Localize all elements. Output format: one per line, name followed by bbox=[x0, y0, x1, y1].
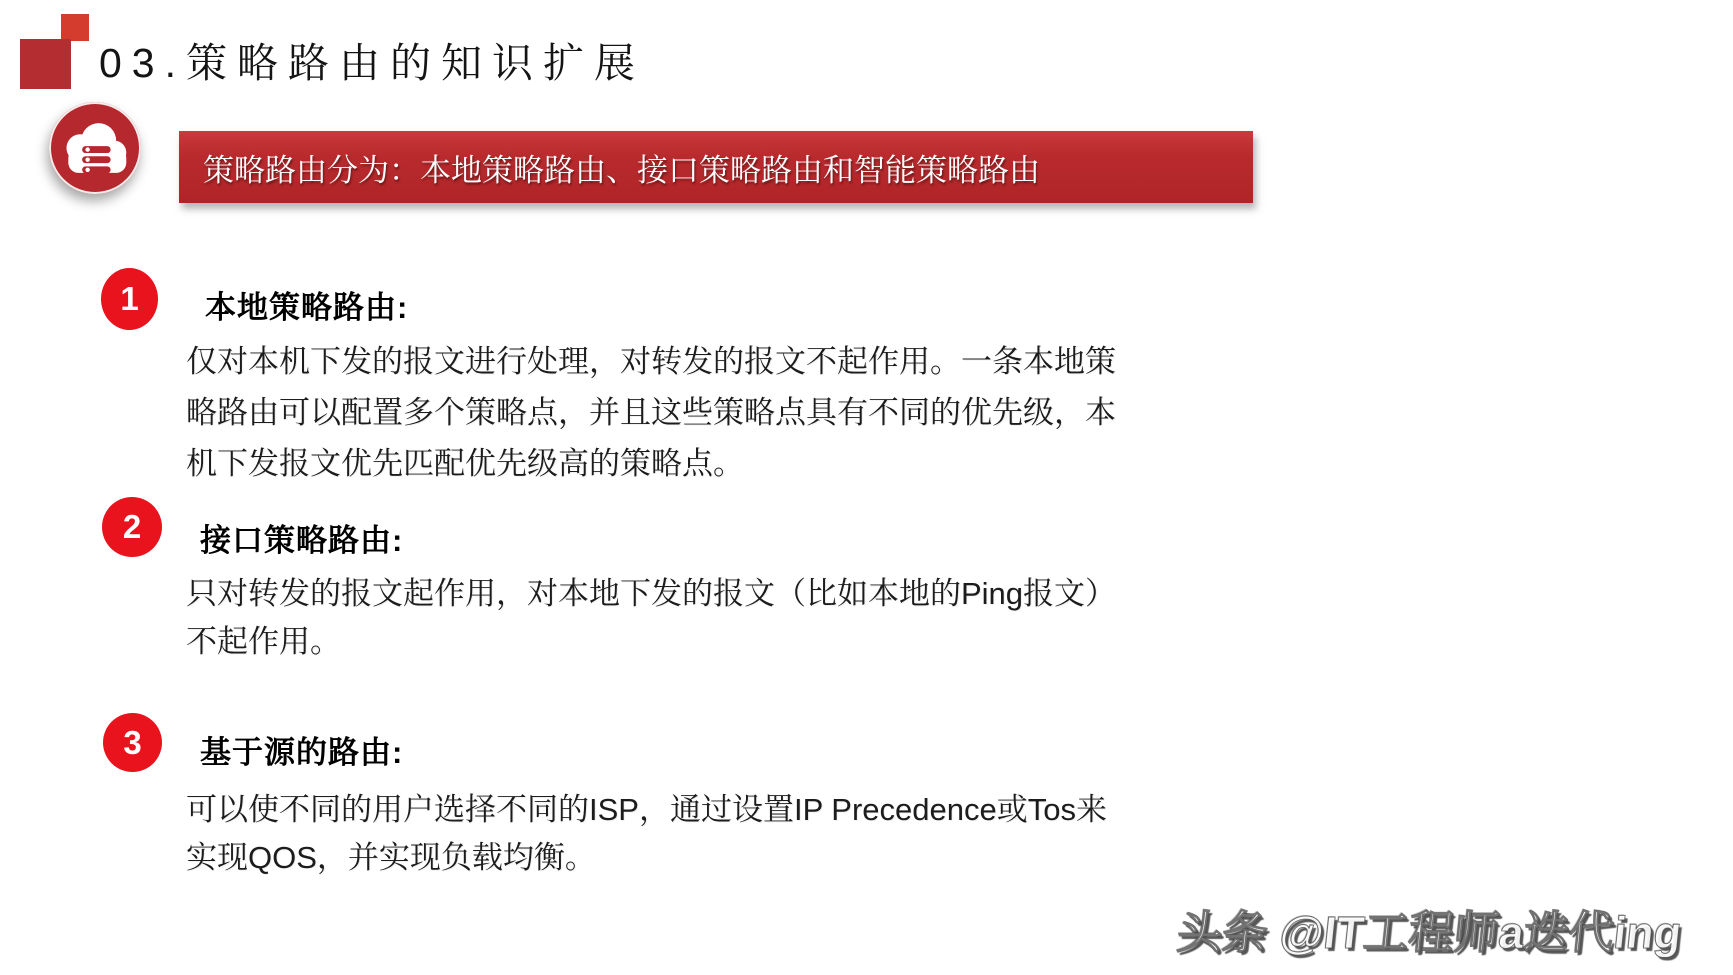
item1-body-line: 机下发报文优先匹配优先级高的策略点。 bbox=[186, 446, 744, 481]
item3-number-badge bbox=[103, 713, 162, 772]
deco-square-small bbox=[61, 14, 89, 41]
item1-number: 1 bbox=[120, 280, 139, 317]
deco-square-large bbox=[20, 39, 71, 89]
item2-number: 2 bbox=[122, 508, 142, 545]
banner bbox=[179, 131, 1253, 203]
watermark: 头条 @IT工程师a迭代ing bbox=[1174, 907, 1685, 958]
banner-text: 策略路由分为：本地策略路由、接口策略路由和智能策略路由 bbox=[203, 152, 1040, 188]
page-title: 03.策略路由的知识扩展 bbox=[99, 40, 645, 86]
item1-body-line: 略路由可以配置多个策略点，并且这些策略点具有不同的优先级，本 bbox=[186, 395, 1116, 430]
item3-body-line: 可以使不同的用户选择不同的ISP，通过设置IP Precedence或Tos来 bbox=[186, 792, 1107, 827]
item3-title: 基于源的路由: bbox=[200, 735, 404, 770]
item3-body-line: 实现QOS，并实现负载均衡。 bbox=[186, 840, 596, 875]
cloud-server-icon bbox=[49, 102, 141, 194]
item3-number: 3 bbox=[123, 723, 142, 761]
item2-title: 接口策略路由: bbox=[200, 523, 404, 558]
item2-body-line: 不起作用。 bbox=[186, 624, 341, 659]
item1-body-line: 仅对本机下发的报文进行处理，对转发的报文不起作用。一条本地策 bbox=[186, 344, 1116, 379]
item1-number-badge bbox=[101, 268, 158, 330]
item2-number-badge bbox=[102, 497, 162, 557]
item2-body-line: 只对转发的报文起作用，对本地下发的报文（比如本地的Ping报文） bbox=[186, 576, 1117, 611]
item1-title: 本地策略路由: bbox=[205, 290, 409, 325]
